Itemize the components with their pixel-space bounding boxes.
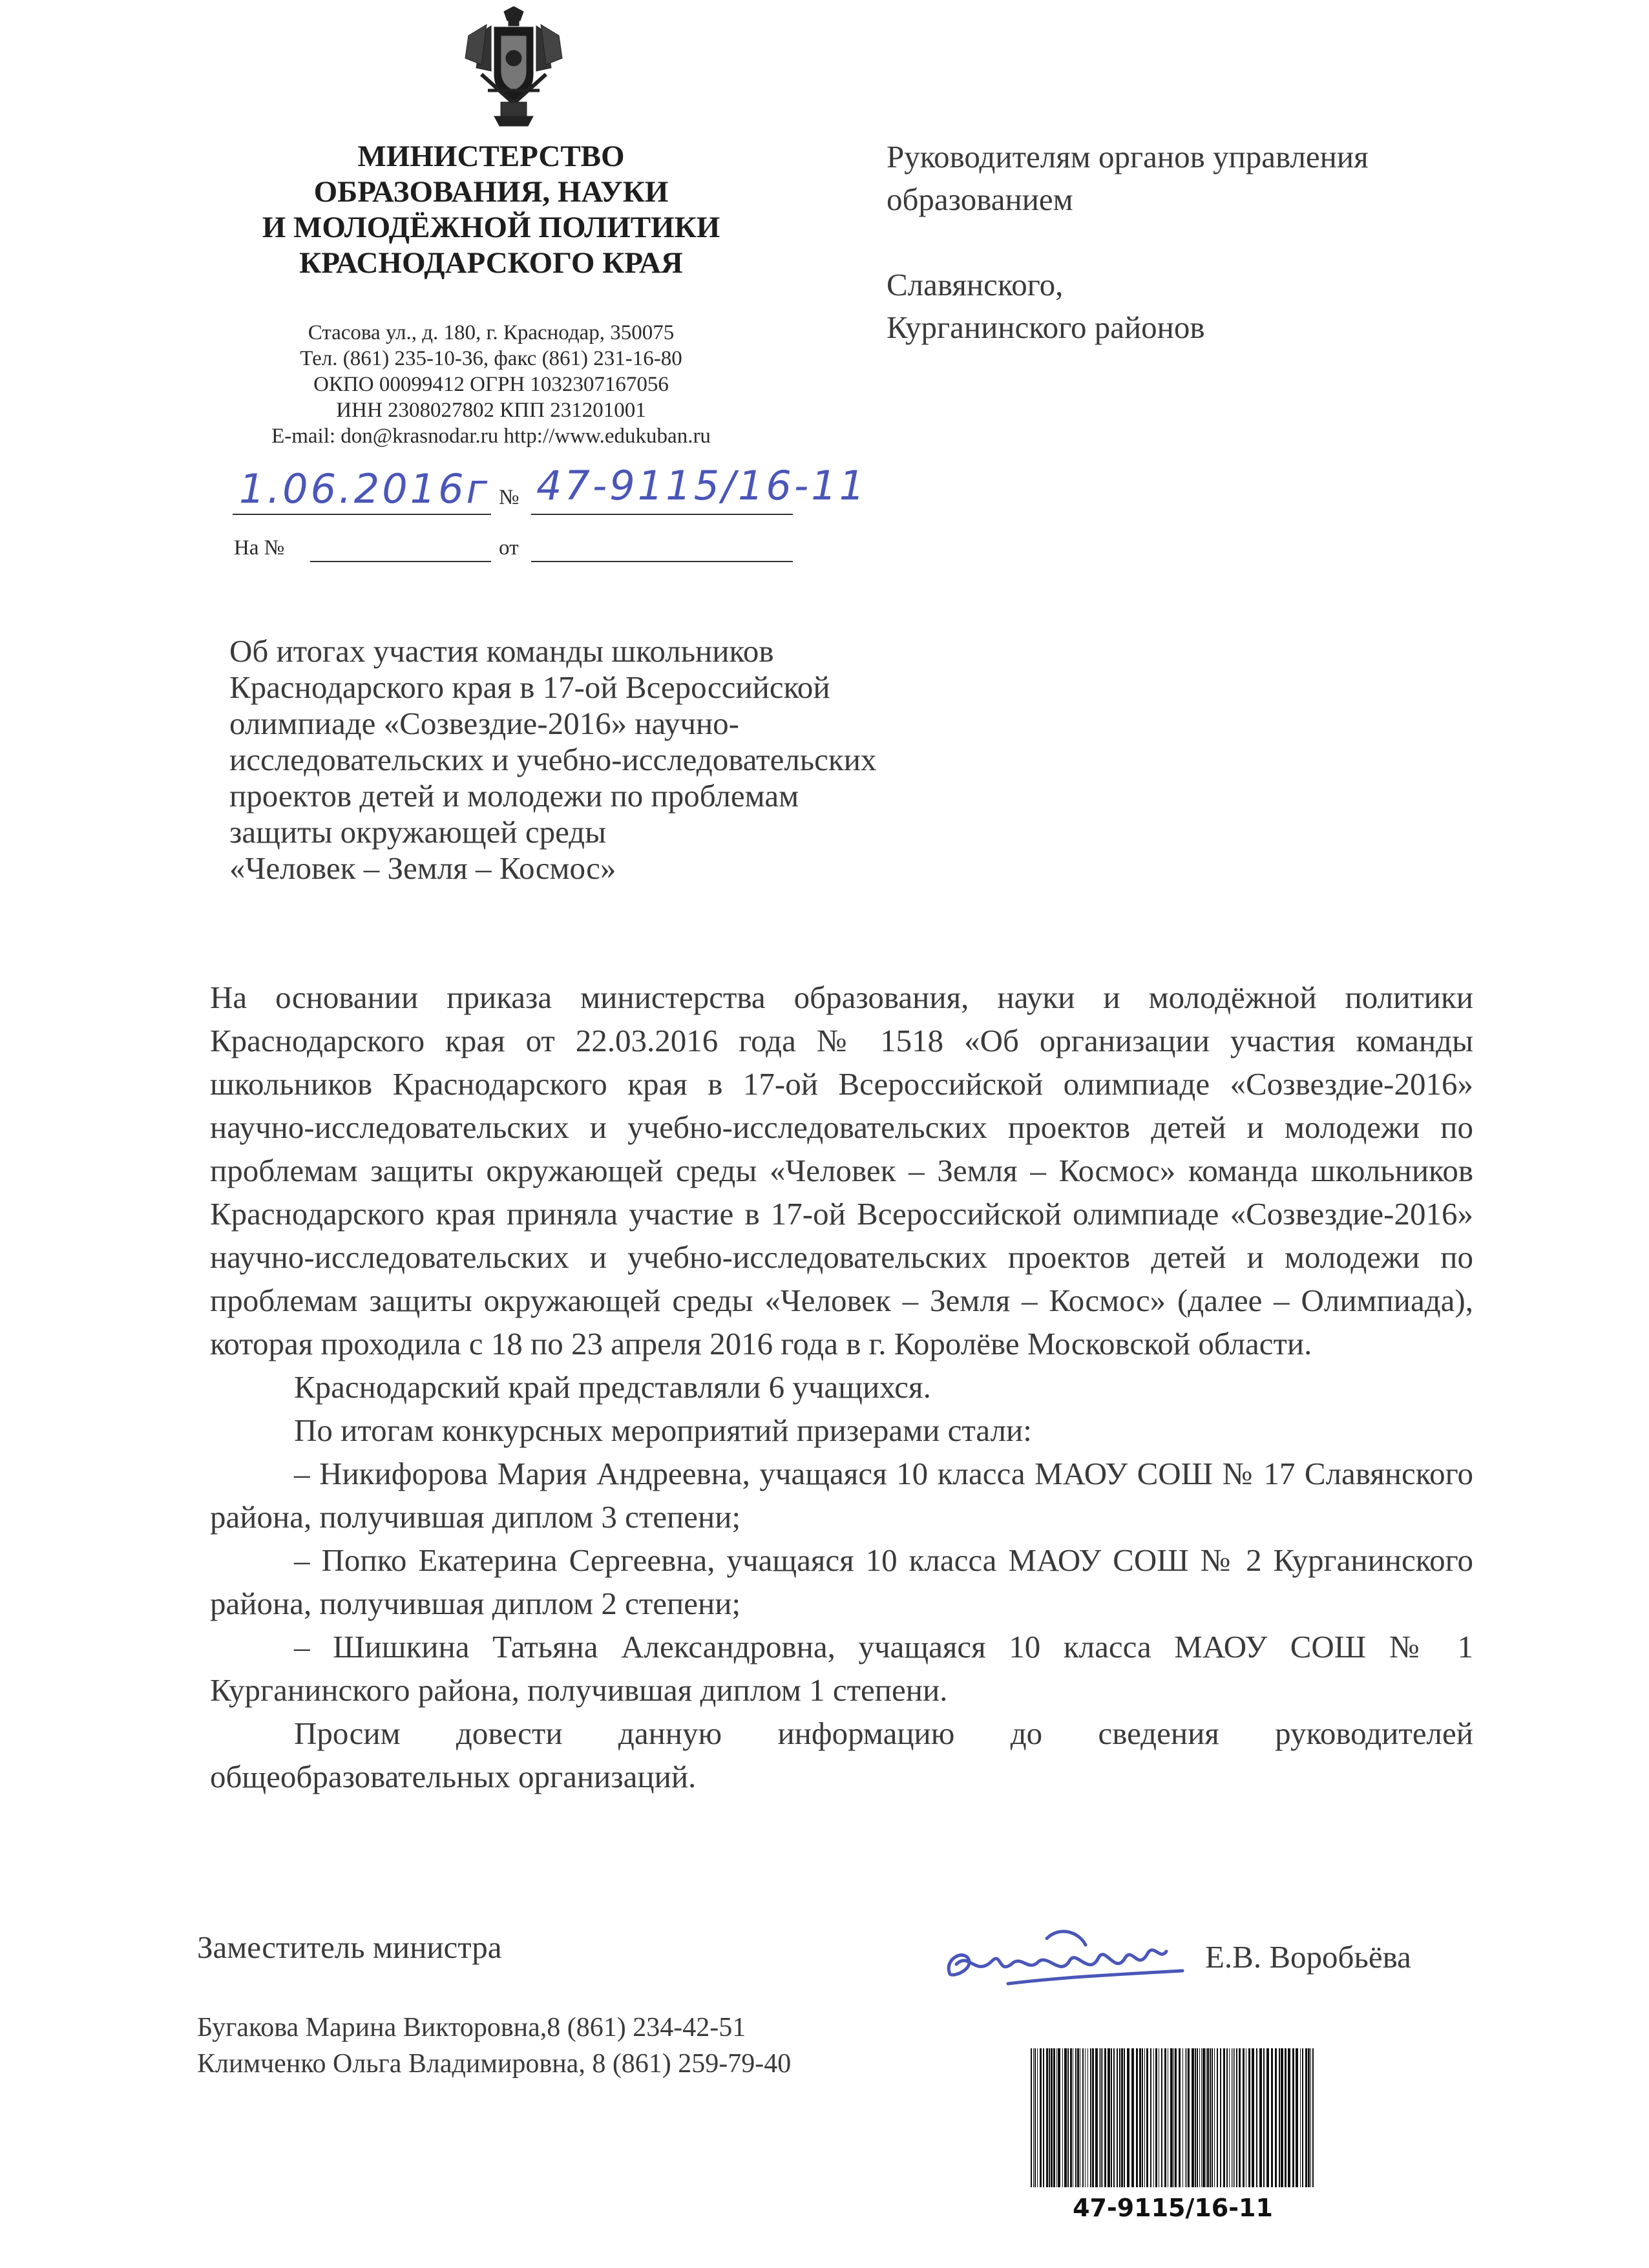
barcode-bar xyxy=(1049,2048,1050,2187)
barcode-bar xyxy=(1229,2048,1230,2187)
barcode-bar xyxy=(1288,2048,1290,2187)
barcode-bar xyxy=(1111,2048,1112,2187)
barcode-bar xyxy=(1144,2048,1145,2187)
contact-line: Климченко Ольга Владимировна, 8 (861) 259-79-40 xyxy=(197,2049,792,2079)
barcode-bar xyxy=(1099,2048,1100,2187)
barcode-bar xyxy=(1226,2048,1228,2187)
barcode-bar xyxy=(1195,2048,1196,2187)
ministry-title-line: ОБРАЗОВАНИЯ, НАУКИ xyxy=(313,175,669,209)
barcode-bar xyxy=(1150,2048,1151,2187)
coat-of-arms-icon xyxy=(456,6,572,129)
barcode-bar xyxy=(1256,2048,1257,2187)
barcode-bar xyxy=(1070,2048,1072,2187)
barcode-bar xyxy=(1220,2048,1221,2187)
ministry-title xyxy=(213,139,769,281)
letter-body xyxy=(210,976,1473,1798)
address-line: Стасова ул., д. 180, г. Краснодар, 350075 xyxy=(308,321,675,344)
from-label: от xyxy=(499,536,519,560)
subject-line: «Человек – Земля – Космос» xyxy=(229,850,616,886)
handwritten-signature-icon xyxy=(930,1913,1202,2010)
subject-line: исследовательских и учебно-исследовательских xyxy=(229,742,877,777)
number-underline xyxy=(531,514,793,515)
contacts-block xyxy=(197,2010,791,2082)
recipient-block xyxy=(887,136,1565,349)
represented-paragraph: Краснодарский край представляли 6 учащихся. xyxy=(294,1369,931,1405)
recipient-line: образованием xyxy=(887,182,1073,217)
barcode-bar xyxy=(1185,2048,1186,2187)
barcode-bar xyxy=(1203,2048,1205,2187)
barcode-bar xyxy=(1305,2048,1307,2187)
barcode-bar xyxy=(1100,2048,1102,2187)
barcode-bar xyxy=(1085,2048,1086,2187)
barcode-bar xyxy=(1058,2048,1060,2187)
barcode-bar xyxy=(1217,2048,1218,2187)
number-handwritten: 47-9115/16-11 xyxy=(536,462,868,509)
barcode-bar xyxy=(1136,2048,1138,2187)
email-line: E-mail: don@krasnodar.ru http://www.edukuban.ru xyxy=(271,425,711,448)
from-date-line xyxy=(531,561,793,562)
barcode-bar xyxy=(1064,2048,1067,2187)
barcode-bar xyxy=(1207,2048,1209,2187)
barcode-bar xyxy=(1053,2048,1055,2187)
barcode-bar xyxy=(1186,2048,1187,2187)
phone-line: Тел. (861) 235-10-36, факс (861) 231-16-80 xyxy=(300,347,682,370)
subject-line: олимпиаде «Созвездие-2016» научно- xyxy=(229,706,740,741)
winner-item: – Шишкина Татьяна Александровна, учащаяся 10 класса МАОУ СОШ № 1 Курганинского района, получившая диплом 1 степени. xyxy=(210,1629,1473,1708)
barcode-bar xyxy=(1146,2048,1148,2187)
barcode-bar xyxy=(1182,2048,1183,2187)
barcode-bar xyxy=(1300,2048,1301,2187)
barcode-bar xyxy=(1113,2048,1115,2187)
barcode-bar xyxy=(1046,2048,1048,2187)
ministry-title-line: И МОЛОДЁЖНОЙ ПОЛИТИКИ xyxy=(262,211,720,244)
barcode-bar xyxy=(1040,2048,1042,2187)
barcode-bar xyxy=(1212,2048,1213,2187)
barcode-bar xyxy=(1077,2048,1079,2187)
barcode-bar xyxy=(1092,2048,1094,2187)
barcode-bar xyxy=(1275,2048,1277,2187)
barcode-bar xyxy=(1170,2048,1173,2187)
signer-role: Заместитель министра xyxy=(197,1929,502,1965)
barcode-bar xyxy=(1108,2048,1110,2187)
winner-item: – Попко Екатерина Сергеевна, учащаяся 10 класса МАОУ СОШ № 2 Курганинского района, получившая диплом 2 степени; xyxy=(210,1542,1473,1621)
barcode-bar xyxy=(1164,2048,1166,2187)
barcode-bar xyxy=(1056,2048,1057,2187)
date-underline xyxy=(233,514,491,515)
barcode-bar xyxy=(1243,2048,1245,2187)
inn-line: ИНН 2308027802 КПП 231201001 xyxy=(336,399,646,422)
barcode-bar xyxy=(1051,2048,1053,2187)
barcode-bar xyxy=(1095,2048,1098,2187)
barcode-bar xyxy=(1067,2048,1069,2187)
reply-label: На № xyxy=(234,536,285,560)
barcode-bar xyxy=(1234,2048,1235,2187)
barcode-bar xyxy=(1223,2048,1225,2187)
barcode-bar xyxy=(1119,2048,1120,2187)
barcode-bar xyxy=(1153,2048,1154,2187)
barcode-bar xyxy=(1131,2048,1134,2187)
barcode-bar xyxy=(1179,2048,1181,2187)
barcode-bar xyxy=(1155,2048,1157,2187)
winner-item: – Никифорова Мария Андреевна, учащаяся 10 класса МАОУ СОШ № 17 Славянского района, получившая диплом 3 степени; xyxy=(210,1456,1473,1535)
barcode-bar xyxy=(1175,2048,1177,2187)
barcode-bar xyxy=(1062,2048,1063,2187)
number-sign-label: № xyxy=(499,486,520,509)
recipient-line xyxy=(887,221,1565,264)
barcode-bar xyxy=(1127,2048,1129,2187)
barcode-bar xyxy=(1090,2048,1091,2187)
barcode-bar xyxy=(1197,2048,1198,2187)
barcode-bar xyxy=(1266,2048,1269,2187)
subject-line: проектов детей и молодежи по проблемам xyxy=(229,778,799,814)
ministry-title-line: МИНИСТЕРСТВО xyxy=(357,140,625,173)
barcode-bar xyxy=(1199,2048,1200,2187)
reply-number-line xyxy=(310,561,491,562)
barcode-bar xyxy=(1037,2048,1038,2187)
barcode-bar xyxy=(1192,2048,1194,2187)
barcode-icon xyxy=(1031,2048,1315,2187)
subject-line: защиты окружающей среды xyxy=(229,814,607,850)
ministry-contact-block xyxy=(213,320,769,449)
barcode-bar xyxy=(1308,2048,1310,2187)
barcode-bar xyxy=(1279,2048,1280,2187)
barcode-bar xyxy=(1035,2048,1036,2187)
date-handwritten: 1.06.2016г xyxy=(239,465,490,512)
barcode-bar xyxy=(1082,2048,1084,2187)
barcode-bar xyxy=(1285,2048,1287,2187)
subject-line: Краснодарского края в 17-ой Всероссийской xyxy=(229,669,830,705)
signer-name: Е.В. Воробьёва xyxy=(1205,1939,1411,1975)
barcode-bar xyxy=(1312,2048,1314,2187)
contact-line: Бугакова Марина Викторовна,8 (861) 234-42-51 xyxy=(197,2013,746,2042)
barcode-bar xyxy=(1214,2048,1215,2187)
barcode-bar xyxy=(1043,2048,1044,2187)
barcode-bar xyxy=(1104,2048,1106,2187)
barcode-bar xyxy=(1271,2048,1273,2187)
request-paragraph: Просим довести данную информацию до сведения руководителей общеобразовательных организаций. xyxy=(210,1716,1473,1794)
barcode-bar xyxy=(1281,2048,1283,2187)
barcode-bar xyxy=(1173,2048,1174,2187)
barcode-bar xyxy=(1302,2048,1303,2187)
subject-line: Об итогах участия команды школьников xyxy=(229,633,774,669)
barcode-bar xyxy=(1117,2048,1118,2187)
okpo-line: ОКПО 00099412 ОГРН 1032307167056 xyxy=(313,373,669,396)
barcode-bar xyxy=(1248,2048,1250,2187)
winners-intro-paragraph: По итогам конкурсных мероприятий призерами стали: xyxy=(294,1412,1032,1448)
barcode-number: 47-9115/16-11 xyxy=(1073,2194,1273,2222)
barcode-bar xyxy=(1233,2048,1234,2187)
barcode-bar xyxy=(1263,2048,1265,2187)
barcode-bar xyxy=(1210,2048,1211,2187)
barcode-bar xyxy=(1124,2048,1125,2187)
barcode-bar xyxy=(1142,2048,1143,2187)
barcode-bar xyxy=(1201,2048,1202,2187)
barcode-bar xyxy=(1259,2048,1262,2187)
barcode-bar xyxy=(1292,2048,1294,2187)
barcode-bar xyxy=(1236,2048,1237,2187)
intro-paragraph: На основании приказа министерства образования, науки и молодёжной политики Краснодарского края от 22.03.2016 года № 1518 «Об организации участия команды школьников Краснодарского края в 17-ой Всероссийской олимпиаде «Созвездие-2016» научно-исследовательских и учебно-исследовательских проектов детей и молодежи по проблемам защиты окружающей среды «Человек – Земля – Космос» команда школьников Краснодарского края приняла участие в 17-ой Всероссийской олимпиаде «Созвездие-2016» научно-исследовательских и учебно-исследовательских проектов детей и молодежи по проблемам защиты окружающей среды «Человек – Земля – Космос» (далее – Олимпиада), которая проходила с 18 по 23 апреля 2016 года в г. Королёве Московской области. xyxy=(210,980,1473,1361)
barcode-bar xyxy=(1031,2048,1032,2187)
barcode-bar xyxy=(1161,2048,1162,2187)
recipient-line: Руководителям органов управления xyxy=(887,139,1369,174)
barcode-bar xyxy=(1239,2048,1241,2187)
subject-block xyxy=(229,633,1056,887)
barcode-bar xyxy=(1310,2048,1311,2187)
barcode-bar xyxy=(1102,2048,1103,2187)
barcode-bar xyxy=(1252,2048,1254,2187)
barcode-bar xyxy=(1075,2048,1077,2187)
barcode-bar xyxy=(1139,2048,1141,2187)
barcode-bar xyxy=(1087,2048,1088,2187)
barcode-bar xyxy=(1296,2048,1298,2187)
barcode-bar xyxy=(1121,2048,1123,2187)
barcode-bar xyxy=(1033,2048,1034,2187)
ministry-title-line: КРАСНОДАРСКОГО КРАЯ xyxy=(299,246,683,280)
recipient-line: Славянского, xyxy=(887,267,1064,302)
recipient-line: Курганинского районов xyxy=(887,310,1205,345)
barcode-bar xyxy=(1188,2048,1190,2187)
